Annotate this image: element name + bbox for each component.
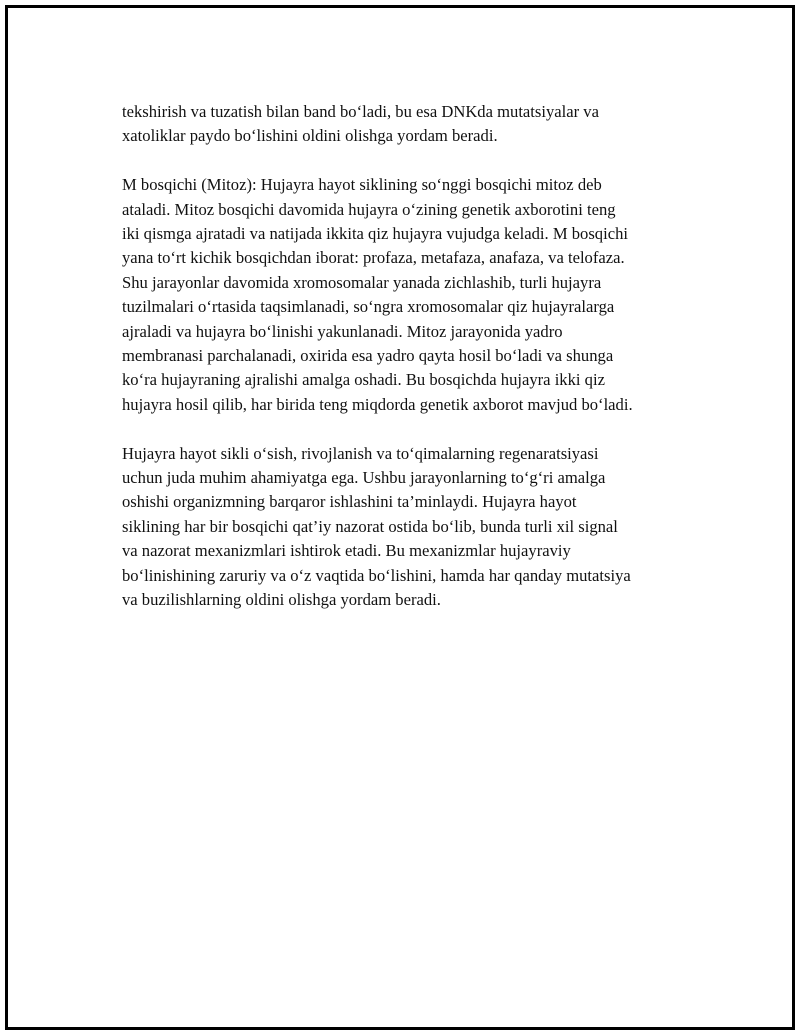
- paragraph-2: [122, 173, 702, 417]
- page-frame: [5, 5, 795, 1030]
- text-line: iki qismga ajratadi va natijada ikkita qiz hujayra vujudga keladi. M bosqichi: [122, 224, 628, 244]
- paragraph-1: [122, 100, 702, 149]
- text-line: ajraladi va hujayra bo‘linishi yakunlanadi. Mitoz jarayonida yadro: [122, 321, 563, 341]
- text-line: xatoliklar paydo bo‘lishini oldini olishga yordam beradi.: [122, 126, 498, 146]
- text-line: bo‘linishining zaruriy va o‘z vaqtida bo‘lishini, hamda har qanday mutatsiya: [122, 565, 631, 585]
- text-line: tekshirish va tuzatish bilan band bo‘ladi, bu esa DNKda mutatsiyalar va: [122, 102, 599, 121]
- text-line: yana to‘rt kichik bosqichdan iborat: profaza, metafaza, anafaza, va telofaza.: [122, 248, 625, 268]
- text-line: va buzilishlarning oldini olishga yordam beradi.: [122, 590, 441, 610]
- text-line: tuzilmalari o‘rtasida taqsimlanadi, so‘ngra xromosomalar qiz hujayralarga: [122, 297, 615, 317]
- text-line: oshishi organizmning barqaror ishlashini ta’minlaydi. Hujayra hayot: [122, 492, 577, 512]
- text-line: ataladi. Mitoz bosqichi davomida hujayra o‘zining genetik axborotini teng: [122, 199, 616, 219]
- text-line: M bosqichi (Mitoz): Hujayra hayot siklining so‘nggi bosqichi mitoz deb: [122, 175, 602, 195]
- text-line: ko‘ra hujayraning ajralishi amalga oshadi. Bu bosqichda hujayra ikki qiz: [122, 370, 605, 390]
- text-line: hujayra hosil qilib, har birida teng miqdorda genetik axborot mavjud bo‘ladi.: [122, 394, 633, 414]
- text-line: Hujayra hayot sikli o‘sish, rivojlanish va to‘qimalarning regenaratsiyasi: [122, 443, 599, 463]
- text-line: Shu jarayonlar davomida xromosomalar yanada zichlashib, turli hujayra: [122, 272, 602, 292]
- paragraph-3: [122, 442, 702, 613]
- text-line: uchun juda muhim ahamiyatga ega. Ushbu jarayonlarning to‘g‘ri amalga: [122, 468, 606, 488]
- page-content: [122, 100, 702, 637]
- text-line: siklining har bir bosqichi qat’iy nazorat ostida bo‘lib, bunda turli xil signal: [122, 516, 618, 536]
- text-line: membranasi parchalanadi, oxirida esa yadro qayta hosil bo‘ladi va shunga: [122, 346, 614, 366]
- text-line: va nazorat mexanizmlari ishtirok etadi. Bu mexanizmlar hujayraviy: [122, 541, 571, 561]
